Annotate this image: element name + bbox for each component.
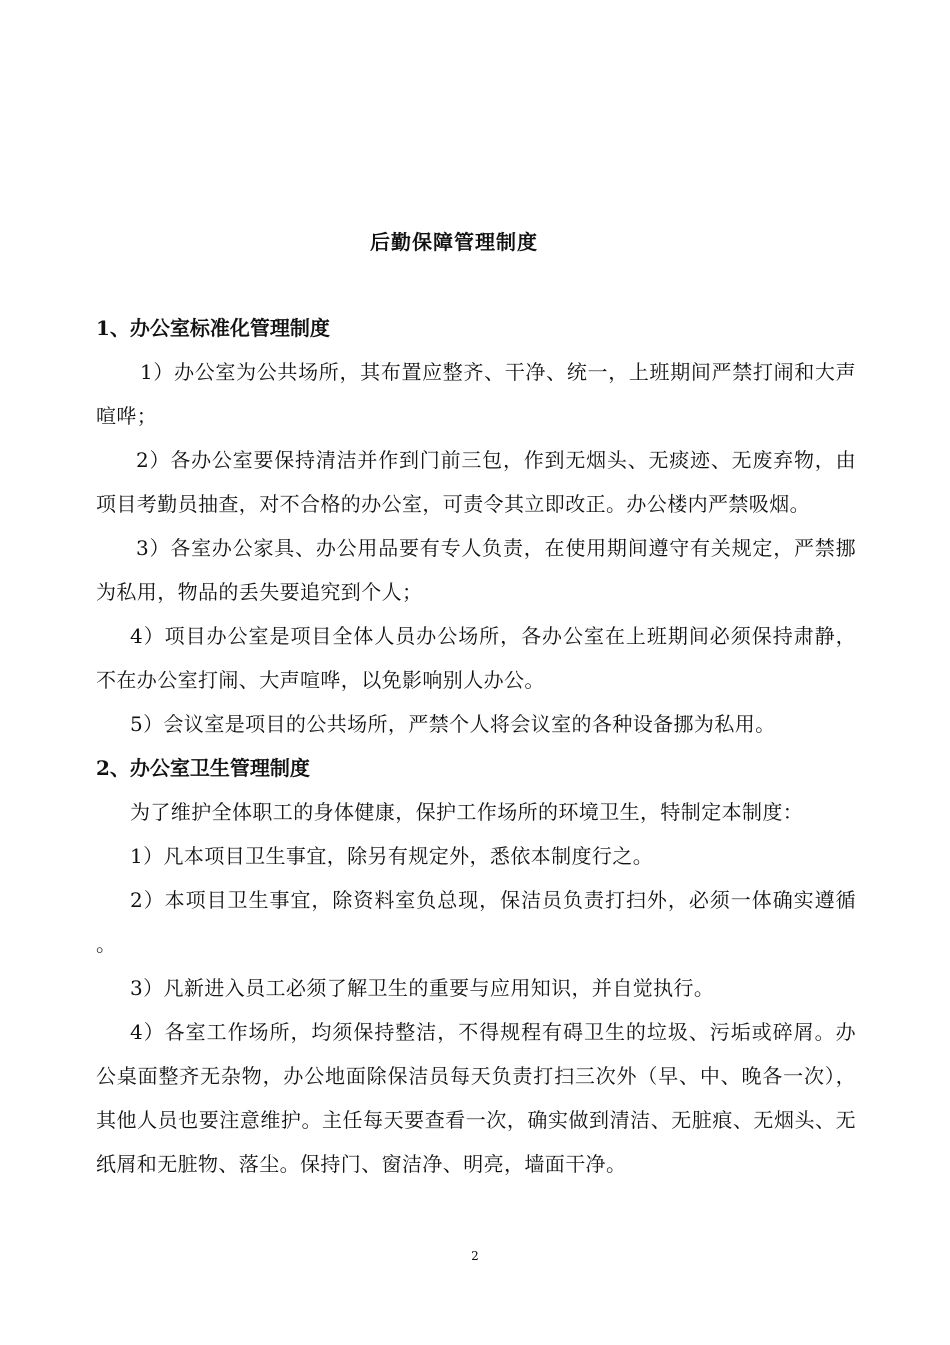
paragraph: 3）各室办公家具、办公用品要有专人负责，在使用期间遵守有关规定，严禁挪为私用，物品的丢失要追究到个人；	[96, 536, 856, 604]
section-heading: 2、办公室卫生管理制度	[96, 756, 310, 780]
paragraph: 2）本项目卫生事宜，除资料室负总现，保洁员负责打扫外，必须一体确实遵循。	[96, 888, 856, 956]
section-office-standardization	[96, 306, 856, 746]
document-title: 后勤保障管理制度	[370, 230, 538, 254]
document-body	[96, 306, 856, 1186]
paragraph: 4）各室工作场所，均须保持整洁，不得规程有碍卫生的垃圾、污垢或碎屑。办公桌面整齐无杂物，办公地面除保洁员每天负责打扫三次外（早、中、晚各一次），其他人员也要注意维护。主任每天要查看一次，确实做到清洁、无脏痕、无烟头、无纸屑和无脏物、落尘。保持门、窗洁净、明亮，墙面干净。	[96, 1020, 856, 1176]
paragraph: 为了维护全体职工的身体健康，保护工作场所的环境卫生，特制定本制度：	[130, 800, 804, 824]
page-number: 2	[471, 1249, 479, 1263]
paragraph: 3）凡新进入员工必须了解卫生的重要与应用知识，并自觉执行。	[130, 976, 715, 1000]
section-heading: 1、办公室标准化管理制度	[96, 316, 330, 340]
paragraph: 2）各办公室要保持清洁并作到门前三包，作到无烟头、无痰迹、无废弃物，由项目考勤员抽查，对不合格的办公室，可责令其立即改正。办公楼内严禁吸烟。	[96, 448, 856, 516]
paragraph: 1）办公室为公共场所，其布置应整齐、干净、统一，上班期间严禁打闹和大声喧哗；	[96, 360, 856, 428]
section-office-hygiene	[96, 746, 856, 1186]
paragraph: 5）会议室是项目的公共场所，严禁个人将会议室的各种设备挪为私用。	[130, 712, 776, 736]
paragraph: 4）项目办公室是项目全体人员办公场所，各办公室在上班期间必须保持肃静，不在办公室打闹、大声喧哗，以免影响别人办公。	[96, 624, 856, 692]
paragraph: 1）凡本项目卫生事宜，除另有规定外，悉依本制度行之。	[130, 844, 654, 868]
